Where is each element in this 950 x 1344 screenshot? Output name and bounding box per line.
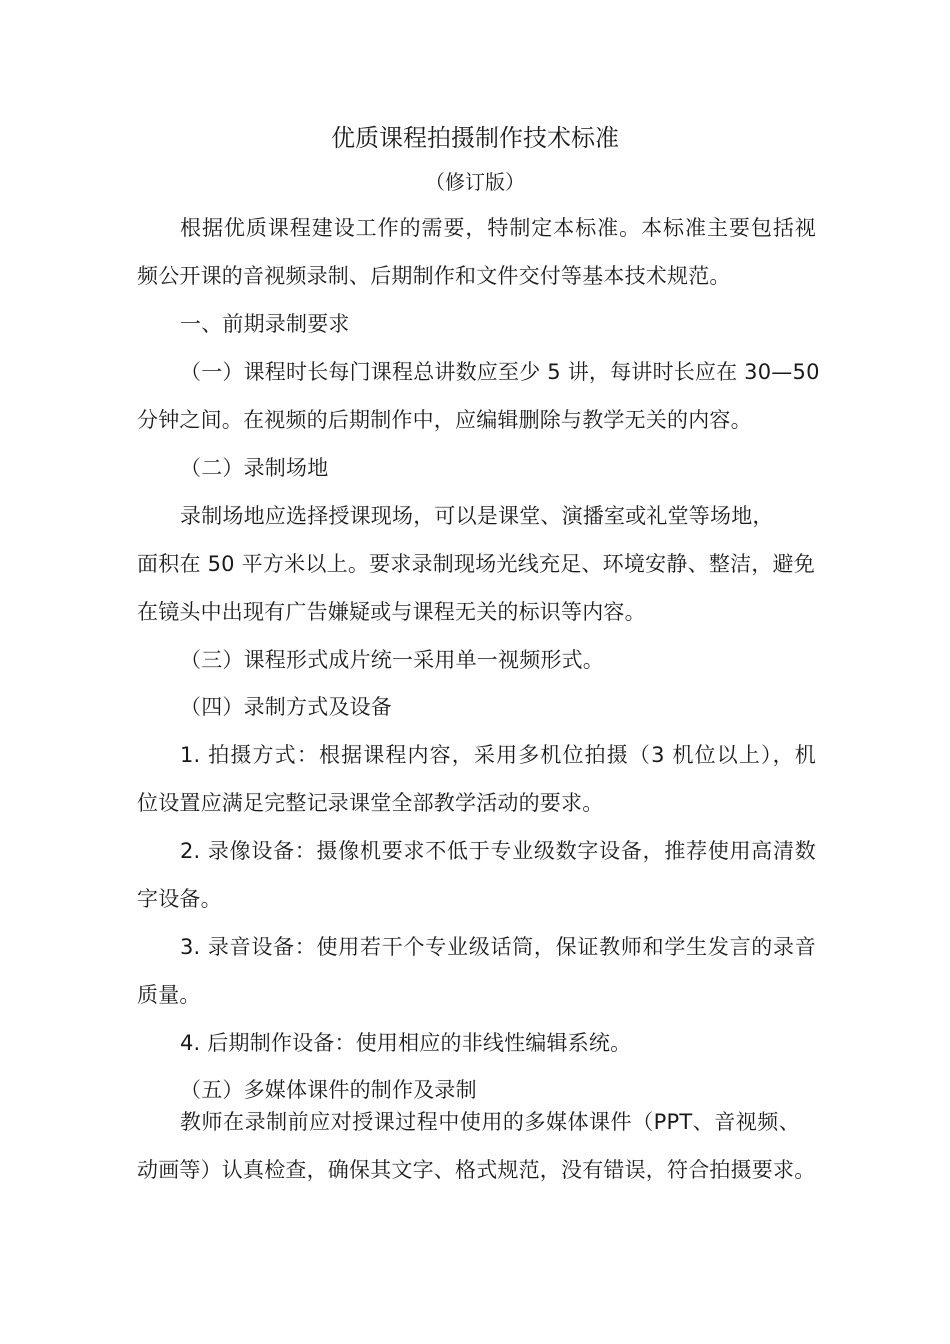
list-item-line: 位设置应满足完整记录课堂全部教学活动的要求。 xyxy=(137,791,604,815)
list-item-line: 质量。 xyxy=(137,983,201,1007)
subsection-heading: （三）课程形式成片统一采用单一视频形式。 xyxy=(180,648,604,672)
paragraph-line: （一）课程时长每门课程总讲数应至少 5 讲，每讲时长应在 30—50 xyxy=(180,360,820,384)
paragraph-line: 动画等）认真检查，确保其文字、格式规范，没有错误，符合拍摄要求。 xyxy=(137,1158,816,1182)
paragraph-line: 根据优质课程建设工作的需要，特制定本标准。本标准主要包括视 xyxy=(180,216,816,240)
paragraph-line: 分钟之间。在视频的后期制作中，应编辑删除与教学无关的内容。 xyxy=(137,408,752,432)
document-title: 优质课程拍摄制作技术标准 xyxy=(331,124,619,152)
paragraph-line: 录制场地应选择授课现场，可以是课堂、演播室或礼堂等场地， xyxy=(180,504,774,528)
list-item-line: 字设备。 xyxy=(137,887,222,911)
subsection-heading: （五）多媒体课件的制作及录制 xyxy=(180,1078,477,1102)
paragraph-line: 面积在 50 平方米以上。要求录制现场光线充足、环境安静、整洁，避免 xyxy=(137,552,815,576)
paragraph-line: 在镜头中出现有广告嫌疑或与课程无关的标识等内容。 xyxy=(137,600,646,624)
list-item-line: 2. 录像设备：摄像机要求不低于专业级数字设备，推荐使用高清数 xyxy=(180,839,816,863)
paragraph-line: 教师在录制前应对授课过程中使用的多媒体课件（PPT、音视频、 xyxy=(180,1110,800,1134)
document-subtitle: （修订版） xyxy=(425,170,525,194)
list-item-line: 4. 后期制作设备：使用相应的非线性编辑系统。 xyxy=(180,1031,632,1055)
subsection-heading: （四）录制方式及设备 xyxy=(180,695,392,719)
list-item-line: 1. 拍摄方式：根据课程内容，采用多机位拍摄（3 机位以上），机 xyxy=(180,743,816,767)
list-item-line: 3. 录音设备：使用若干个专业级话筒，保证教师和学生发言的录音 xyxy=(180,935,816,959)
section-heading: 一、前期录制要求 xyxy=(180,312,350,336)
subsection-heading: （二）录制场地 xyxy=(180,456,329,480)
paragraph-line: 频公开课的音视频录制、后期制作和文件交付等基本技术规范。 xyxy=(137,264,731,288)
